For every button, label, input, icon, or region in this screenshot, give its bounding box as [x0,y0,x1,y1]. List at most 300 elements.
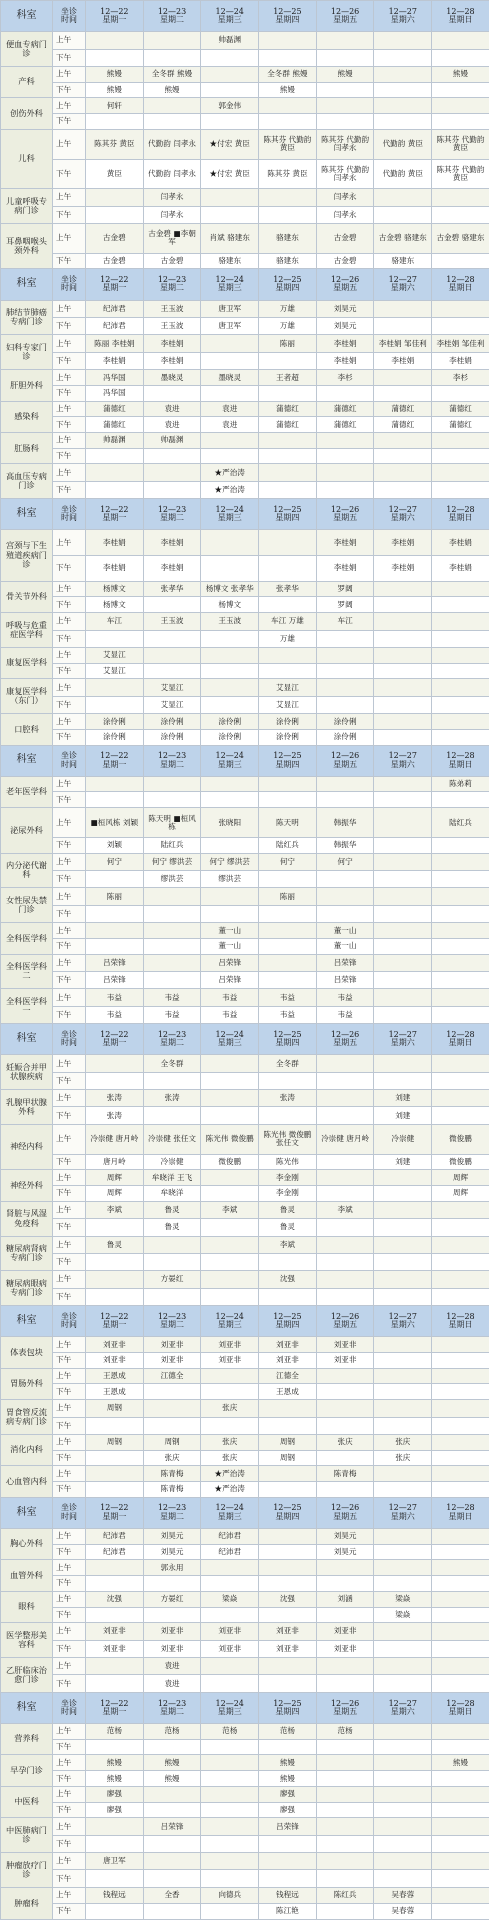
doctor-cell: 刘亚非 [259,1337,317,1353]
header-day: 12—26 星期五 [316,269,374,300]
doctor-cell [143,1607,201,1623]
session-label: 上午 [53,1236,86,1253]
doctor-cell [432,481,489,498]
doctor-cell [201,1219,259,1236]
doctor-cell [259,1544,317,1560]
doctor-cell [201,1870,259,1887]
doctor-cell: 王恩成 [86,1384,144,1400]
doctor-cell [374,630,432,647]
doctor-cell [432,98,489,114]
doctor-cell: 闫孝永 [316,206,374,223]
doctor-cell [374,464,432,481]
doctor-cell [259,1835,317,1852]
doctor-cell [259,1107,317,1124]
doctor-cell [432,1090,489,1107]
doctor-cell [201,1186,259,1202]
doctor-cell: 李桂娟 [432,530,489,556]
session-label: 下午 [53,729,86,745]
schedule-row [1,808,489,838]
doctor-cell [432,82,489,98]
header-dept: 科室 [1,1306,53,1337]
doctor-cell: 罗阔 [316,597,374,613]
doctor-cell: 李桂娟 [374,352,432,369]
doctor-cell [201,433,259,449]
doctor-cell: 何宁 [259,853,317,870]
doctor-cell [201,1802,259,1818]
session-label: 下午 [53,1450,86,1466]
doctor-cell: 刘涵 [316,1591,374,1607]
header-day: 12—26 星期五 [316,745,374,776]
schedule-row [1,1903,489,1919]
department-name: 医学整形美容科 [1,1623,53,1658]
doctor-cell [432,433,489,449]
header-session: 坐诊 时间 [53,1692,86,1723]
doctor-cell [86,1288,144,1305]
doctor-cell [432,679,489,696]
doctor-cell [374,1771,432,1787]
doctor-cell [143,630,201,647]
session-label: 上午 [53,776,86,792]
doctor-cell [201,1072,259,1089]
department-name: 糖尿病眼病专病门诊 [1,1271,53,1306]
doctor-cell [432,1417,489,1434]
doctor-cell: 张孝华 [259,581,317,597]
doctor-cell: 冯华国 [86,370,144,386]
doctor-cell [374,1544,432,1560]
doctor-cell [86,1072,144,1089]
session-label: 上午 [53,433,86,449]
header-dept: 科室 [1,1,53,32]
session-label: 下午 [53,159,86,189]
doctor-cell: 郭金伟 [201,98,259,114]
doctor-cell [432,1434,489,1450]
doctor-cell [374,888,432,905]
doctor-cell [201,888,259,905]
doctor-cell [86,1870,144,1887]
doctor-cell: 何宁 [316,853,374,870]
doctor-cell [86,905,144,922]
doctor-cell [316,1818,374,1835]
doctor-cell: 韦益 [316,989,374,1006]
doctor-cell: 熊嫚 [86,82,144,98]
doctor-cell [374,370,432,386]
doctor-cell: 刘亚非 [201,1337,259,1353]
header-day: 12—24 星期三 [201,1692,259,1723]
header-day: 12—22 星期一 [86,745,144,776]
doctor-cell [86,189,144,206]
doctor-cell [259,433,317,449]
doctor-cell: 刘建 [374,1154,432,1170]
doctor-cell: 何宁 [86,853,144,870]
session-label: 下午 [53,1253,86,1270]
doctor-cell [432,1887,489,1903]
department-name: 胃肠外科 [1,1368,53,1399]
session-label: 下午 [53,1072,86,1089]
doctor-cell [201,49,259,66]
doctor-cell [316,1903,374,1919]
doctor-cell: 墨晓灵 [201,370,259,386]
doctor-cell: 李桂娟 [86,352,144,369]
doctor-cell [86,1658,144,1675]
header-day: 12—25 星期四 [259,499,317,530]
doctor-cell [432,888,489,905]
doctor-cell: 帅磊渊 [143,433,201,449]
doctor-cell: 熊嫚 [316,66,374,82]
schedule-row [1,1006,489,1023]
session-label: 下午 [53,1417,86,1434]
header-day: 12—27 星期六 [374,1,432,32]
doctor-cell [86,1576,144,1592]
department-name: 口腔科 [1,714,53,745]
doctor-cell: 涂伶俐 [316,714,374,730]
doctor-cell [86,206,144,223]
schedule-row [1,696,489,713]
schedule-row [1,1675,489,1692]
header-day: 12—28 星期日 [432,1024,489,1055]
doctor-cell: 王恩成 [259,1384,317,1400]
session-label: 上午 [53,1400,86,1417]
doctor-cell [432,663,489,679]
schedule-row [1,1544,489,1560]
doctor-cell: 张庆 [201,1450,259,1466]
header-dept: 科室 [1,1024,53,1055]
doctor-cell [259,870,317,887]
doctor-cell: 钱程远 [259,1887,317,1903]
department-name: 感染科 [1,401,53,432]
doctor-cell: 纪沛君 [86,317,144,334]
doctor-cell [86,1466,144,1482]
schedule-row [1,417,489,433]
session-label: 下午 [53,1903,86,1919]
session-label: 下午 [53,1771,86,1787]
doctor-cell [316,1288,374,1305]
doctor-cell: 廖强 [86,1786,144,1802]
doctor-cell: ★严治涛 [201,1466,259,1482]
doctor-cell: 闫孝永 [143,189,201,206]
session-label: 下午 [53,1006,86,1023]
department-name: 妇科专家门诊 [1,335,53,370]
schedule-row [1,1771,489,1787]
doctor-cell: 李桂娟 [432,352,489,369]
department-name: 体表包块 [1,1337,53,1368]
doctor-cell: 唐卫军 [201,300,259,317]
doctor-cell [374,206,432,223]
doctor-cell: 刘颖 [86,837,144,853]
doctor-cell: 韩振华 [316,808,374,838]
doctor-cell: 蒲德红 [374,401,432,417]
doctor-cell: 陆红兵 [259,837,317,853]
header-day: 12—27 星期六 [374,1497,432,1528]
doctor-cell: 江德全 [143,1368,201,1384]
doctor-cell [201,647,259,663]
session-label: 上午 [53,1560,86,1576]
doctor-cell [432,870,489,887]
doctor-cell: 陆红兵 [432,808,489,838]
doctor-cell [259,1482,317,1498]
doctor-cell [374,1337,432,1353]
doctor-cell: 张孝华 [143,581,201,597]
doctor-cell: 微俊鹏 [432,1154,489,1170]
doctor-cell: 蒲德红 [86,401,144,417]
schedule-row [1,159,489,189]
session-label: 下午 [53,253,86,269]
doctor-cell: 吕荣锋 [259,1818,317,1835]
session-label: 上午 [53,1723,86,1739]
doctor-cell [374,1818,432,1835]
doctor-cell [316,1271,374,1288]
schedule-row [1,1835,489,1852]
doctor-cell [316,870,374,887]
doctor-cell [374,1271,432,1288]
session-label: 下午 [53,1482,86,1498]
header-session: 坐诊 时间 [53,1306,86,1337]
schedule-row [1,1170,489,1186]
doctor-cell [432,1835,489,1852]
doctor-cell [143,1786,201,1802]
schedule-row [1,223,489,253]
department-name: 老年医学科 [1,776,53,807]
doctor-cell: 蒲德红 [259,417,317,433]
session-label: 上午 [53,370,86,386]
doctor-cell [374,663,432,679]
doctor-cell: 刘昊元 [316,300,374,317]
header-day: 12—27 星期六 [374,1306,432,1337]
doctor-cell [259,905,317,922]
doctor-cell: 肖斌 骆建东 [201,223,259,253]
doctor-cell [201,206,259,223]
doctor-cell [374,1528,432,1544]
doctor-cell: 韦益 [316,1006,374,1023]
doctor-cell [316,663,374,679]
doctor-cell [201,1675,259,1692]
header-day: 12—25 星期四 [259,1692,317,1723]
doctor-cell [374,613,432,630]
doctor-cell [374,1835,432,1852]
doctor-cell [143,1384,201,1400]
doctor-cell: 蒲德红 [259,401,317,417]
department-name: 胸心外科 [1,1528,53,1559]
doctor-cell: 李桂娟 [374,530,432,556]
doctor-cell: 张庆 [201,1400,259,1417]
doctor-cell [374,1870,432,1887]
doctor-cell: 李桂娟 邹佳利 [374,335,432,352]
schedule-row [1,938,489,954]
doctor-cell [432,905,489,922]
doctor-cell [316,1170,374,1186]
schedule-row [1,32,489,49]
session-label: 下午 [53,837,86,853]
session-label: 下午 [53,905,86,922]
doctor-cell [374,66,432,82]
doctor-cell [316,1154,374,1170]
header-day: 12—27 星期六 [374,499,432,530]
schedule-row [1,1739,489,1755]
header-day: 12—24 星期三 [201,269,259,300]
session-label: 上午 [53,989,86,1006]
header-day: 12—22 星期一 [86,1306,144,1337]
session-label: 下午 [53,1802,86,1818]
department-name: 泌尿外科 [1,808,53,853]
doctor-cell [374,1723,432,1739]
session-label: 上午 [53,647,86,663]
doctor-cell: 涂伶俐 [259,729,317,745]
session-label: 下午 [53,1186,86,1202]
doctor-cell: 周钢 [259,1434,317,1450]
doctor-cell [201,1288,259,1305]
header-day: 12—23 星期二 [143,499,201,530]
doctor-cell [86,1607,144,1623]
schedule-row [1,1055,489,1072]
doctor-cell [432,1870,489,1887]
department-name: 全科医学科 [1,923,53,954]
header-session: 坐诊 时间 [53,1,86,32]
doctor-cell [259,32,317,49]
schedule-row [1,1186,489,1202]
schedule-row [1,1591,489,1607]
doctor-cell: 鲁灵 [259,1219,317,1236]
schedule-row [1,556,489,582]
doctor-cell [201,1417,259,1434]
doctor-cell [86,1055,144,1072]
doctor-cell: 李桂娟 [316,556,374,582]
session-label: 下午 [53,630,86,647]
doctor-cell [432,1466,489,1482]
doctor-cell: 周钢 [143,1434,201,1450]
doctor-cell: 车江 [316,613,374,630]
session-label: 下午 [53,1154,86,1170]
doctor-cell [259,1870,317,1887]
doctor-cell [432,954,489,971]
department-name: 耳鼻咽喉头颈外科 [1,223,53,268]
doctor-cell [86,776,144,792]
doctor-cell [316,647,374,663]
doctor-cell [143,923,201,939]
doctor-cell [201,1384,259,1400]
doctor-cell: 吕荣锋 [201,954,259,971]
doctor-cell: ★严治涛 [201,464,259,481]
session-label: 下午 [53,1288,86,1305]
doctor-cell: 沈强 [259,1591,317,1607]
doctor-cell [86,1417,144,1434]
doctor-cell [201,1903,259,1919]
doctor-cell [316,1739,374,1755]
doctor-cell [374,696,432,713]
doctor-cell: 陈丽 [259,335,317,352]
doctor-cell [143,1400,201,1417]
department-name: 宫颈与下生殖道疾病门诊 [1,530,53,581]
doctor-cell [201,1818,259,1835]
doctor-cell [259,352,317,369]
doctor-cell [432,1384,489,1400]
doctor-cell [374,1417,432,1434]
header-day: 12—23 星期二 [143,1,201,32]
doctor-cell [374,1466,432,1482]
header-day: 12—27 星期六 [374,745,432,776]
doctor-cell: 刘亚非 [86,1352,144,1368]
doctor-cell: 陈青梅 [316,1466,374,1482]
header-day: 12—25 星期四 [259,1,317,32]
schedule-row [1,66,489,82]
doctor-cell [432,1219,489,1236]
doctor-cell [316,1219,374,1236]
doctor-cell [316,1253,374,1270]
doctor-cell [432,696,489,713]
doctor-cell [86,448,144,464]
schedule-row [1,1434,489,1450]
department-name: 心血管内科 [1,1466,53,1497]
department-name: 血管外科 [1,1560,53,1591]
doctor-cell [201,352,259,369]
doctor-cell [374,1482,432,1498]
doctor-cell: 韦益 [143,989,201,1006]
doctor-cell [432,1055,489,1072]
doctor-cell: 李桂娟 [143,530,201,556]
schedule-row [1,1623,489,1640]
schedule-row [1,129,489,159]
doctor-cell: 刘亚非 [259,1352,317,1368]
session-label: 下午 [53,938,86,954]
header-dept: 科室 [1,499,53,530]
doctor-cell [316,49,374,66]
doctor-cell [143,1576,201,1592]
doctor-cell [259,1739,317,1755]
doctor-cell: 吕荣锋 [316,971,374,988]
doctor-cell [86,679,144,696]
header-day: 12—27 星期六 [374,1024,432,1055]
schedule-row [1,870,489,887]
department-name: 早孕门诊 [1,1755,53,1786]
doctor-cell: 沈强 [86,1591,144,1607]
schedule-row [1,317,489,334]
doctor-cell [374,1072,432,1089]
doctor-cell [316,1090,374,1107]
schedule-row [1,481,489,498]
department-name: 呼吸与危重症医学科 [1,613,53,648]
doctor-cell: 鲁灵 [259,1201,317,1218]
schedule-row [1,1887,489,1903]
doctor-cell: 刘亚非 [143,1623,201,1640]
department-name: 神经内科 [1,1124,53,1169]
department-name: 营养科 [1,1723,53,1754]
doctor-cell: 董一山 [201,938,259,954]
doctor-cell [316,1786,374,1802]
doctor-cell: 杨博文 [201,597,259,613]
doctor-cell: 陈丽 李桂娟 [86,335,144,352]
doctor-cell: 涂伶俐 [86,714,144,730]
doctor-cell: 熊嫚 [259,1755,317,1771]
doctor-cell: 陈其芬 代勤韵 黄臣 [432,129,489,159]
doctor-cell [374,954,432,971]
doctor-cell: ★付宏 黄臣 [201,129,259,159]
header-day: 12—26 星期五 [316,499,374,530]
doctor-cell: 刘亚非 [316,1640,374,1657]
header-day: 12—28 星期日 [432,499,489,530]
schedule-row [1,630,489,647]
doctor-cell [201,1271,259,1288]
doctor-cell [432,1107,489,1124]
doctor-cell [259,597,317,613]
doctor-cell: 古金碧 骆建东 [432,223,489,253]
doctor-cell: 李杉 [432,370,489,386]
doctor-cell [374,792,432,808]
doctor-cell [201,776,259,792]
doctor-cell: 吕荣锋 [86,954,144,971]
doctor-cell [374,433,432,449]
department-name: 肿瘤科 [1,1887,53,1919]
schedule-row [1,776,489,792]
doctor-cell: 唐月岭 [86,1154,144,1170]
header-day: 12—23 星期二 [143,269,201,300]
